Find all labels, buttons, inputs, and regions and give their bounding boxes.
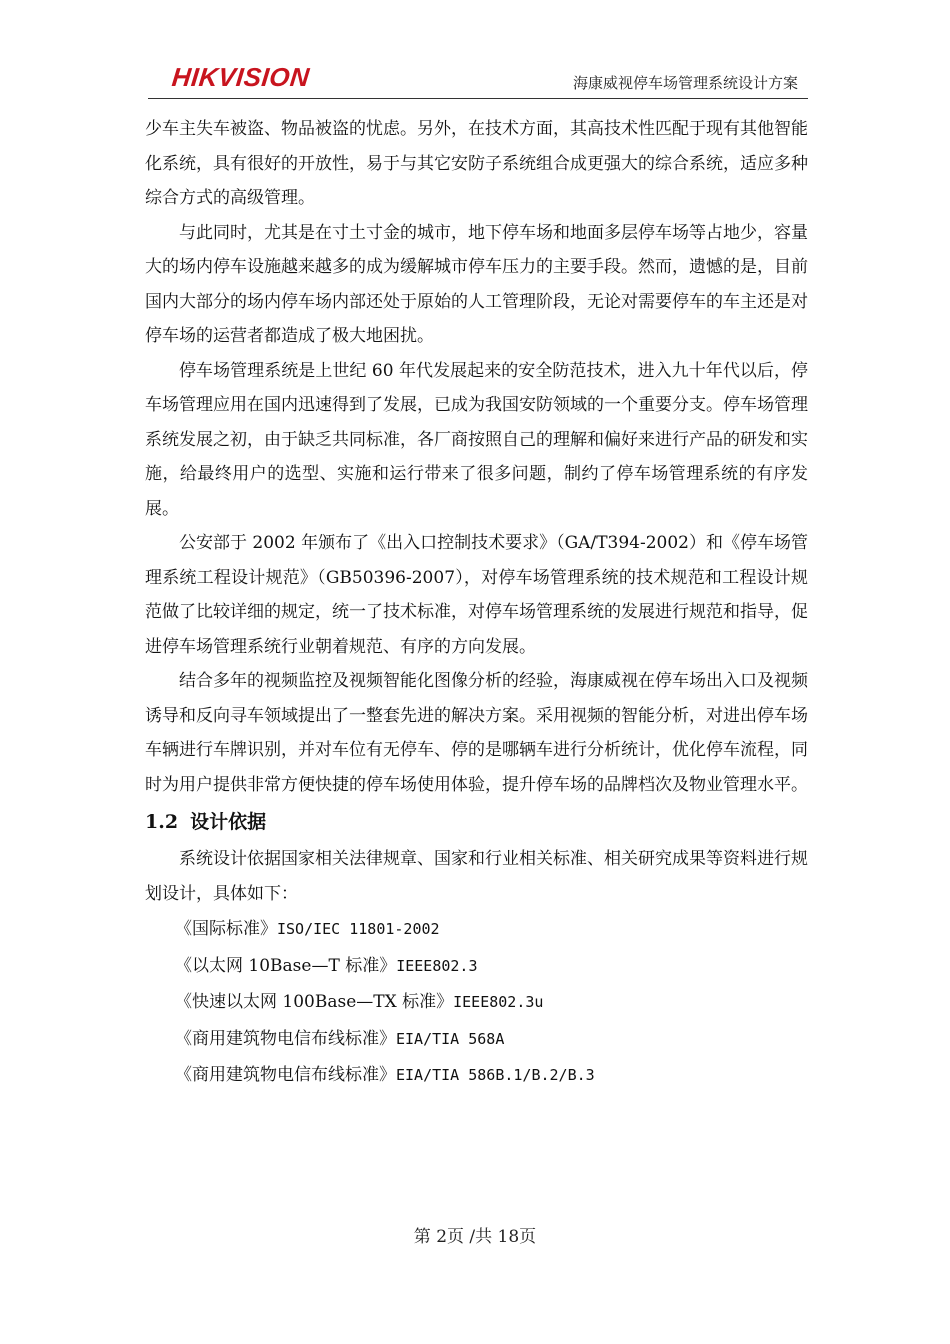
hikvision-logo: HIKVISION [170,62,312,92]
standard-name: 《以太网 10Base—T 标准》 [175,955,397,976]
standard-code: EIA/TIA 568A [396,1029,505,1048]
paragraph: 结合多年的视频监控及视频智能化图像分析的经验，海康威视在停车场出入口及视频诱导和反向寻车领域提出了一整套先进的解决方案。采用视频的智能分析，对进出停车场车辆进行车牌识别，并对车位有无停车、停的是哪辆车进行分析统计，优化停车流程，同时为用户提供非常方便快捷的停车场使用体验，提升停车场的品牌档次及物业管理水平。 [145,671,808,795]
paragraph: 与此同时，尤其是在寸土寸金的城市，地下停车场和地面多层停车场等占地少，容量大的场内停车设施越来越多的成为缓解城市停车压力的主要手段。然而，遗憾的是，目前国内大部分的场内停车场内部还处于原始的人工管理阶段，无论对需要停车的车主还是对停车场的运营者都造成了极大地困扰。 [145,222,808,346]
standards-list [145,911,808,1094]
standard-code: ISO/IEC 11801-2002 [277,920,440,938]
paragraph: 停车场管理系统是上世纪 60 年代发展起来的安全防范技术，进入九十年代以后，停车场管理应用在国内迅速得到了发展，已成为我国安防领域的一个重要分支。停车场管理系统发展之初，由于缺乏共同标准，各厂商按照自己的理解和偏好来进行产品的研发和实施，给最终用户的选型、实施和运行带来了很多问题，制约了停车场管理系统的有序发展。 [145,360,808,519]
list-item [145,984,808,1021]
page-number: 第 2页 /共 18页 [413,1227,537,1247]
section-heading [145,802,808,842]
standard-name: 《商用建筑物电信布线标准》 [175,1028,396,1049]
standard-code: EIA/TIA 586B.1/B.2/B.3 [396,1066,595,1084]
section-intro: 系统设计依据国家相关法律规章、国家和行业相关标准、相关研究成果等资料进行规划设计，具体如下： [145,849,808,904]
standard-code: IEEE802.3 [396,956,478,975]
list-item [145,1021,808,1058]
list-item [145,911,808,948]
page-header [148,58,808,99]
standard-code: IEEE802.3u [453,993,544,1011]
paragraph: 公安部于 2002 年颁布了《出入口控制技术要求》（GA/T394-2002）和《停车场管理系统工程设计规范》（GB50396-2007），对停车场管理系统的技术规范和工程设计规范做了比较详细的规定，统一了技术标准，对停车场管理系统的发展进行规范和指导，促进停车场管理系统行业朝着规范、有序的方向发展。 [145,533,808,657]
paragraph: 少车主失车被盗、物品被盗的忧虑。另外，在技术方面，其高技术性匹配于现有其他智能化系统，具有很好的开放性，易于与其它安防子系统组合成更强大的综合系统，适应多种综合方式的高级管理。 [145,119,808,208]
section-number: 1.2 [145,811,179,833]
document-title: 海康威视停车场管理系统设计方案 [572,74,798,92]
standard-name: 《快速以太网 100Base—TX 标准》 [175,992,454,1012]
list-item [145,948,808,985]
page-content [145,112,808,1094]
list-item [145,1057,808,1094]
standard-name: 《商用建筑物电信布线标准》 [175,1065,396,1085]
section-title: 设计依据 [190,811,267,833]
standard-name: 《国际标准》 [175,919,277,939]
